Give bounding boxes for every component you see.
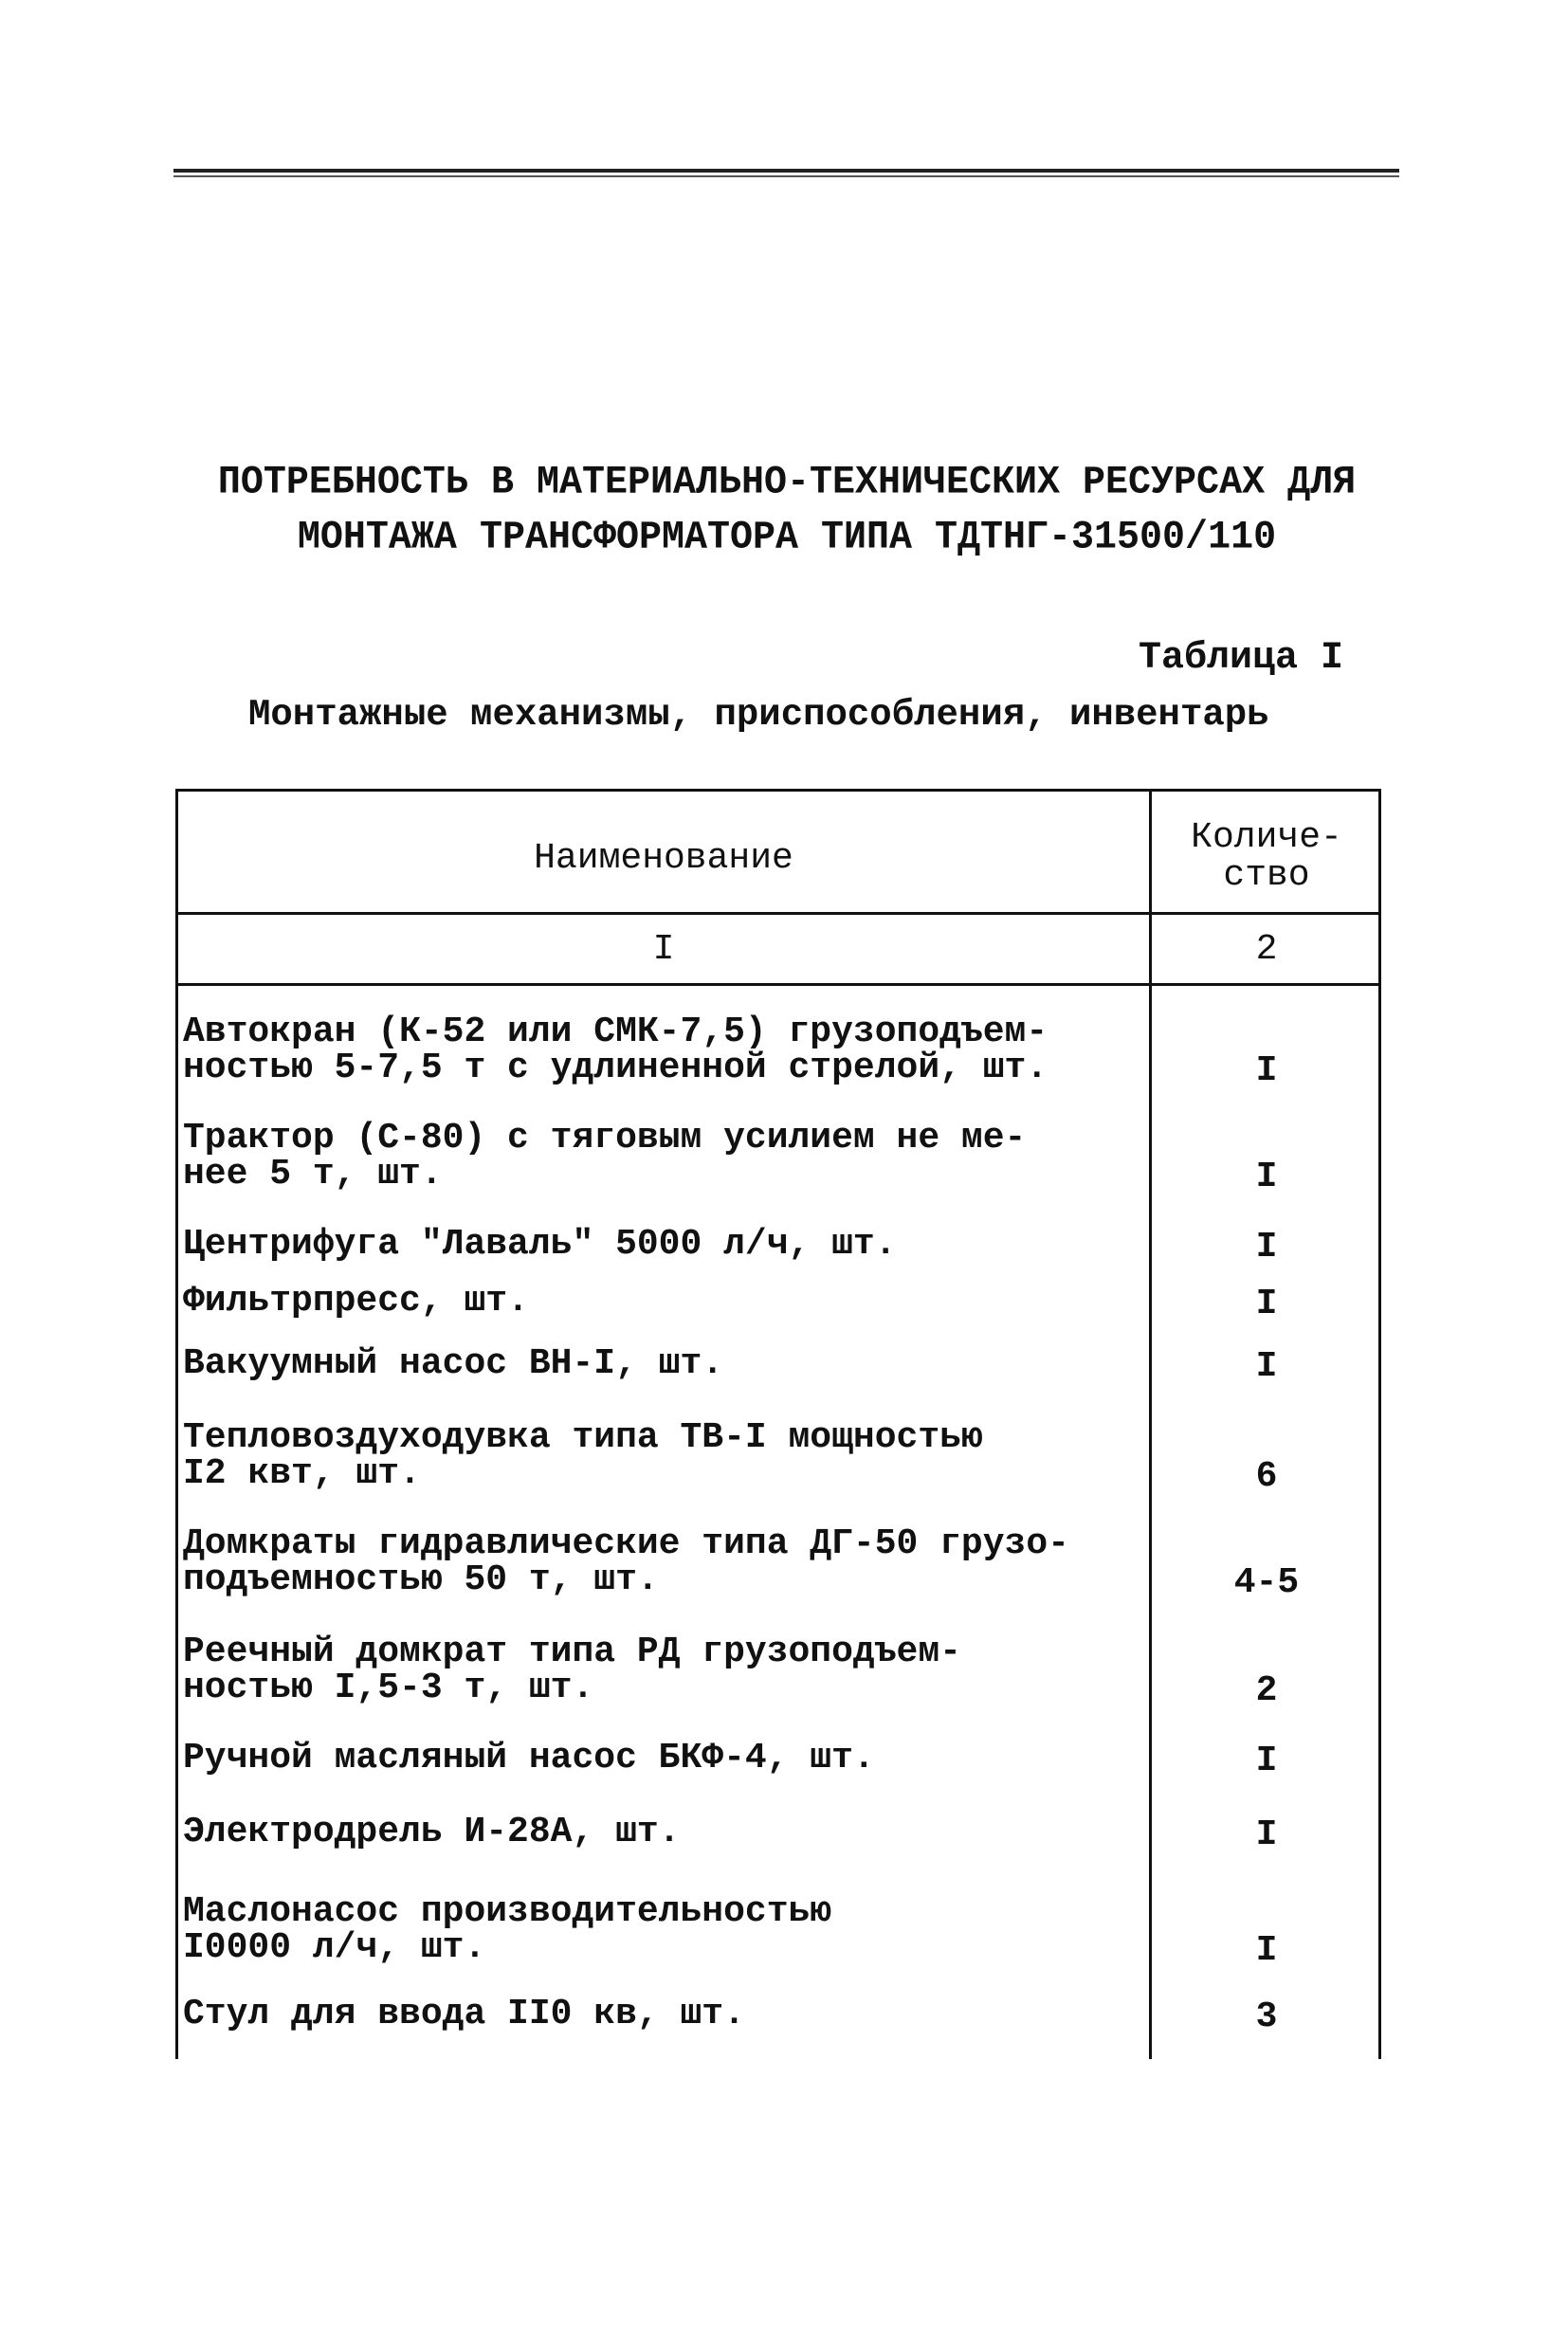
top-rule bbox=[173, 169, 1399, 173]
row-name: Автокран (К-52 или СМК-7,5) грузоподъем- ностью 5-7,5 т с удлиненной стрелой, шт. bbox=[183, 1012, 1048, 1088]
table-right-border bbox=[1378, 789, 1381, 2059]
table-label: Таблица I bbox=[1138, 637, 1343, 680]
row-name: Электродрель И-28А, шт. bbox=[183, 1812, 681, 1852]
row-name: Домкраты гидравлические типа ДГ-50 грузо- подъемностью 50 т, шт. bbox=[183, 1523, 1069, 1600]
row-qty: 2 bbox=[1255, 1670, 1278, 1711]
header-name: Наименование bbox=[534, 838, 793, 879]
table-top-border bbox=[175, 789, 1381, 792]
row-qty: I bbox=[1255, 1346, 1278, 1387]
row-name: Стул для ввода II0 кв, шт. bbox=[183, 1994, 745, 2034]
row-name: Трактор (С-80) с тяговым усилием не ме- нее 5 т, шт. bbox=[183, 1118, 1027, 1194]
column-divider bbox=[1149, 789, 1152, 2059]
row-name: Фильтрпресс, шт. bbox=[183, 1281, 529, 1322]
column-number-name: I bbox=[652, 929, 675, 970]
table-caption: Монтажные механизмы, приспособления, инвентарь bbox=[248, 694, 1269, 736]
row-qty: I bbox=[1255, 1050, 1278, 1091]
row-qty: 6 bbox=[1255, 1456, 1278, 1497]
table-left-border bbox=[175, 789, 178, 2059]
row-qty: 3 bbox=[1255, 1996, 1278, 2037]
column-number-qty: 2 bbox=[1255, 929, 1278, 970]
row-qty: I bbox=[1255, 1814, 1278, 1855]
row-name: Тепловоздуходувка типа ТВ-I мощностью I2 квт, шт. bbox=[183, 1417, 983, 1494]
header-bottom-border bbox=[175, 912, 1381, 915]
header-quantity-line1: Количе- bbox=[1191, 817, 1342, 858]
row-qty: I bbox=[1255, 1227, 1278, 1267]
top-rule-thin bbox=[173, 175, 1399, 177]
document-title-line1: ПОТРЕБНОСТЬ В МАТЕРИАЛЬНО-ТЕХНИЧЕСКИХ РЕСУРСАХ ДЛЯ bbox=[217, 460, 1357, 506]
row-qty: I bbox=[1255, 1157, 1278, 1197]
header-quantity-line2: ство bbox=[1223, 855, 1310, 896]
row-qty: I bbox=[1255, 1284, 1278, 1324]
document-title-line2: МОНТАЖА ТРАНСФОРМАТОРА ТИПА ТДТНГ-31500/110 bbox=[297, 515, 1277, 561]
row-name: Маслонасос производительностью I0000 л/ч, шт. bbox=[183, 1891, 832, 1968]
resources-table bbox=[175, 789, 1381, 2059]
row-name: Центрифуга "Лаваль" 5000 л/ч, шт. bbox=[183, 1224, 897, 1265]
row-qty: I bbox=[1255, 1930, 1278, 1971]
row-name: Реечный домкрат типа РД грузоподъем- ностью I,5-3 т, шт. bbox=[183, 1632, 961, 1708]
row-qty: I bbox=[1255, 1741, 1278, 1781]
row-name: Вакуумный насос ВН-I, шт. bbox=[183, 1343, 724, 1384]
header-quantity bbox=[1152, 819, 1381, 895]
row-name: Ручной масляный насос БКФ-4, шт. bbox=[183, 1738, 875, 1778]
colnum-bottom-border bbox=[175, 983, 1381, 986]
row-qty: 4-5 bbox=[1233, 1562, 1300, 1603]
